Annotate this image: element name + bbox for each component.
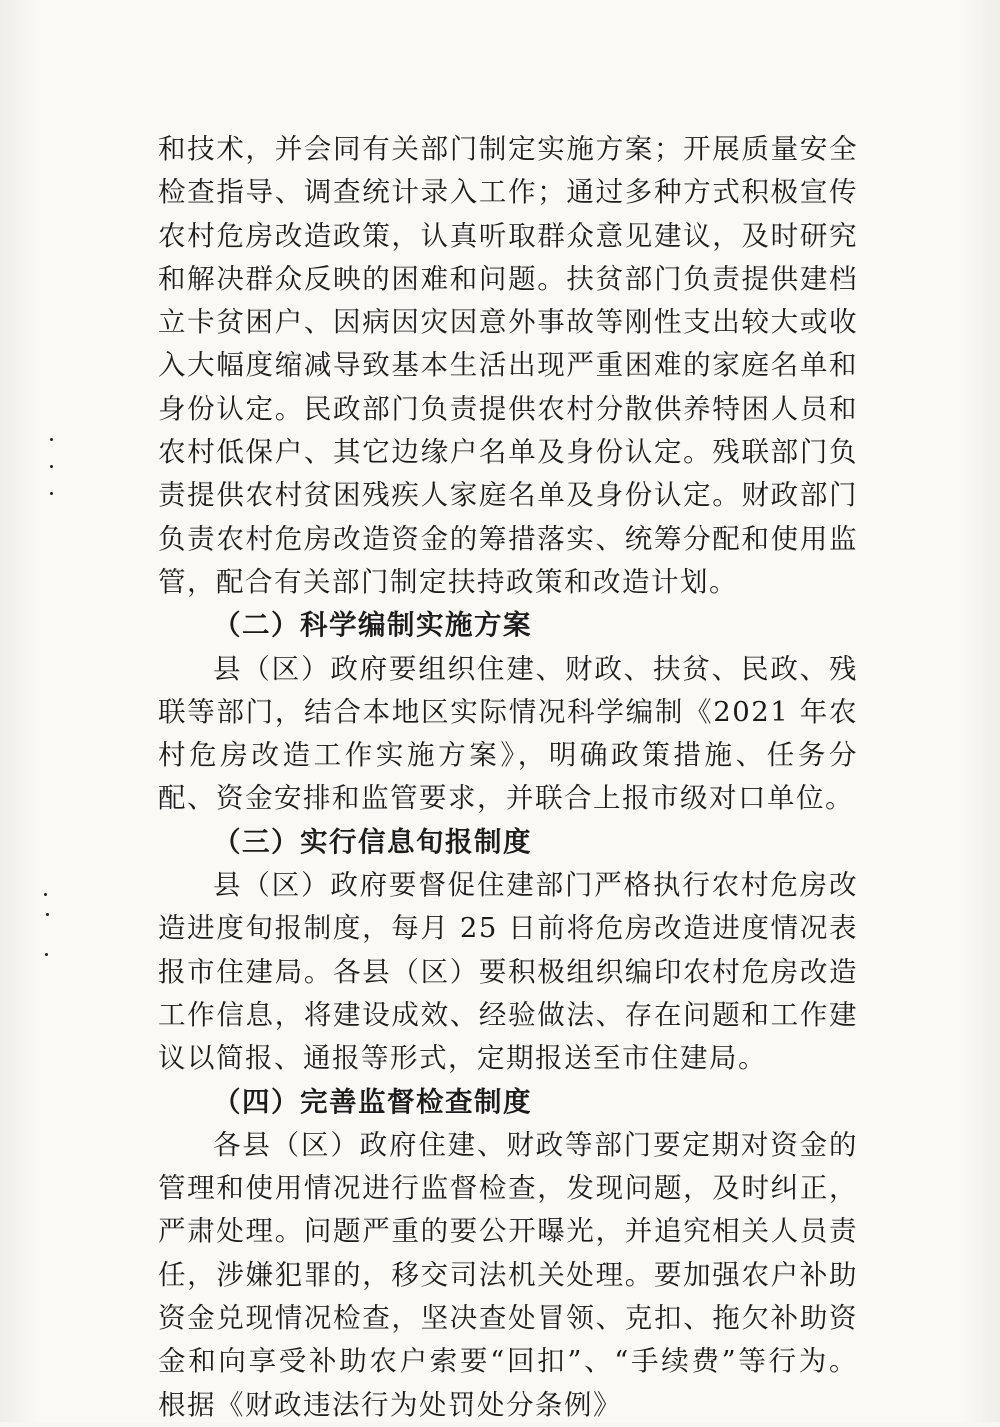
- paragraph-implementation-plan: 县（区）政府要组织住建、财政、扶贫、民政、残联等部门，结合本地区实际情况科学编制《2021 年农村危房改造工作实施方案》，明确政策措施、任务分配、资金安排和监管要求，并联合上报市级对口单位。: [158, 652, 858, 815]
- binding-hole-mark: [45, 953, 48, 956]
- binding-hole-mark: [50, 438, 53, 441]
- paragraph-responsibilities: 和技术，并会同有关部门制定实施方案；开展质量安全检查指导、调查统计录入工作；通过多种方式积极宣传农村危房改造政策，认真听取群众意见建议，及时研究和解决群众反映的困难和问题。扶贫部门负责提供建档立卡贫困户、因病因灾因意外事故等刚性支出较大或收入大幅度缩减导致基本生活出现严重困难的家庭名单和身份认定。民政部门负责提供农村分散供养特困人员和农村低保户、其它边缘户名单及身份认定。残联部门负责提供农村贫困残疾人家庭名单及身份认定。财政部门负责农村危房改造资金的筹措落实、统筹分配和使用监管，配合有关部门制定扶持政策和改造计划。: [158, 133, 858, 598]
- document-body: [158, 128, 858, 1427]
- section-heading-4: （四）完善监督检查制度: [213, 1085, 532, 1118]
- section-heading-3: （三）实行信息旬报制度: [213, 825, 532, 858]
- paragraph-supervision: 各县（区）政府住建、财政等部门要定期对资金的管理和使用情况进行监督检查，发现问题，及时纠正，严肃处理。问题严重的要公开曝光，并追究相关人员责任，涉嫌犯罪的，移交司法机关处理。要加强农户补助资金兑现情况检查，坚决查处冒领、克扣、拖欠补助资金和向享受补助农户索要“回扣”、“手续费”等行为。根据《财政违法行为处罚处分条例》: [158, 1128, 858, 1421]
- paragraph-reporting-system: 县（区）政府要督促住建部门严格执行农村危房改造进度旬报制度，每月 25 日前将危房改造进度情况表报市住建局。各县（区）要积极组织编印农村危房改造工作信息，将建设成效、经验做法、存在问题和工作建议以简报、通报等形式，定期报送至市住建局。: [158, 869, 858, 1075]
- binding-hole-mark: [46, 913, 49, 916]
- binding-hole-mark: [50, 492, 53, 495]
- section-heading-2: （二）科学编制实施方案: [213, 609, 532, 642]
- binding-hole-mark: [50, 465, 53, 468]
- binding-hole-mark: [44, 893, 47, 896]
